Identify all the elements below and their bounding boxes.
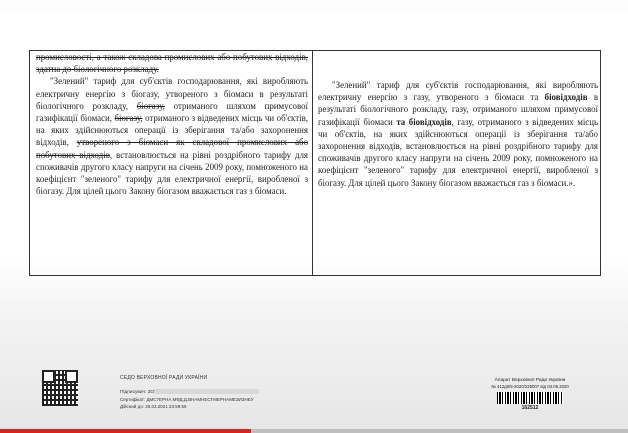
stamp-title: Апарат Верховної Ради України [494,378,566,383]
video-progress-fill [0,429,251,433]
stamp-registration: № 412д9/5-2020/225007 від 03.08.2020 [491,384,569,389]
column-divider [312,51,313,275]
current-text-cell [36,51,308,197]
left-paragraph: "Зелений" тариф для суб'єктів господарювання, які виробляють електричну енергію з біогазу, утвореного з біомаси в результаті біологічного розкладу, біогазу, отриманого шляхом примусової газифікації біомаси, біогазу, отриманого з відведених місць чи об'єктів, на яких здійснюються операції із зберігання та/або захоронення відходів, утвореного з біомаси як складової промислових або побутових відходів, встановлюється на рівні роздрібного тарифу для споживачів другого класу напруги на січень 2009 року, помноженого на коефіцієнт "зеленого" тарифу для електричної енергії, виробленої з біогазу. Для цілей цього Закону біогазом вважається газ з біомаси. [36,76,309,197]
struck-waste-clause: утвореного з біомаси як складової промислових або побутових відходів [36,137,309,160]
signer-line: Підписувач: ЗО [120,389,259,395]
top-bar [0,0,628,14]
valid-until-line: Дійсний до: 25.03.2021 23:59:59 [120,403,187,409]
signature-block [120,375,259,409]
registration-stamp [470,378,590,411]
bold-biowaste: біовідходів [544,92,588,103]
signature-org: СЕДО ВЕРХОВНОЇ РАДИ УКРАЇНИ [120,375,208,381]
barcode-icon [497,392,563,404]
video-progress-bar[interactable] [0,429,628,433]
certificate-line: Сертифікат: ДМС7ЕРНА.МФД.Д.ВНАМНЕСТМЕРНАМЕЗИЗНЕУ [120,396,254,402]
stamp-number: 162512 [521,405,539,411]
comparison-table [29,50,601,276]
struck-biogas-2: біогазу, [114,113,143,124]
bold-and-biowaste: та біовідходів [396,116,452,127]
proposed-text-cell [318,79,598,189]
struck-biogas-1: біогазу, [136,100,165,111]
right-paragraph: "Зелений" тариф для суб'єктів господарювання, які виробляють електричну енергію з газу, утвореного з біомаси та біовідходів в результаті біологічного розкладу, газу, отриманого шляхом примусової газифікації біомаси та біовідходів, газу, отриманого з відведених місць чи об'єктів, на яких здійснюються операції із зберігання та/або захоронення відходів, встановлюється на рівні роздрібного тарифу для споживачів другого класу напруги на січень 2009 року, помноженого на коефіцієнт "зеленого" тарифу для електричної енергії, виробленої з біогазу. Для цілей цього Закону біогазом вважається газ з біомаси.». [318,80,599,188]
qr-code-icon [42,370,78,406]
struck-intro: промисловості, а також складова промислових або побутових відходів, здатна до біологічного розкладу. [36,52,308,75]
document-page [0,14,628,433]
redacted-name [154,389,259,394]
